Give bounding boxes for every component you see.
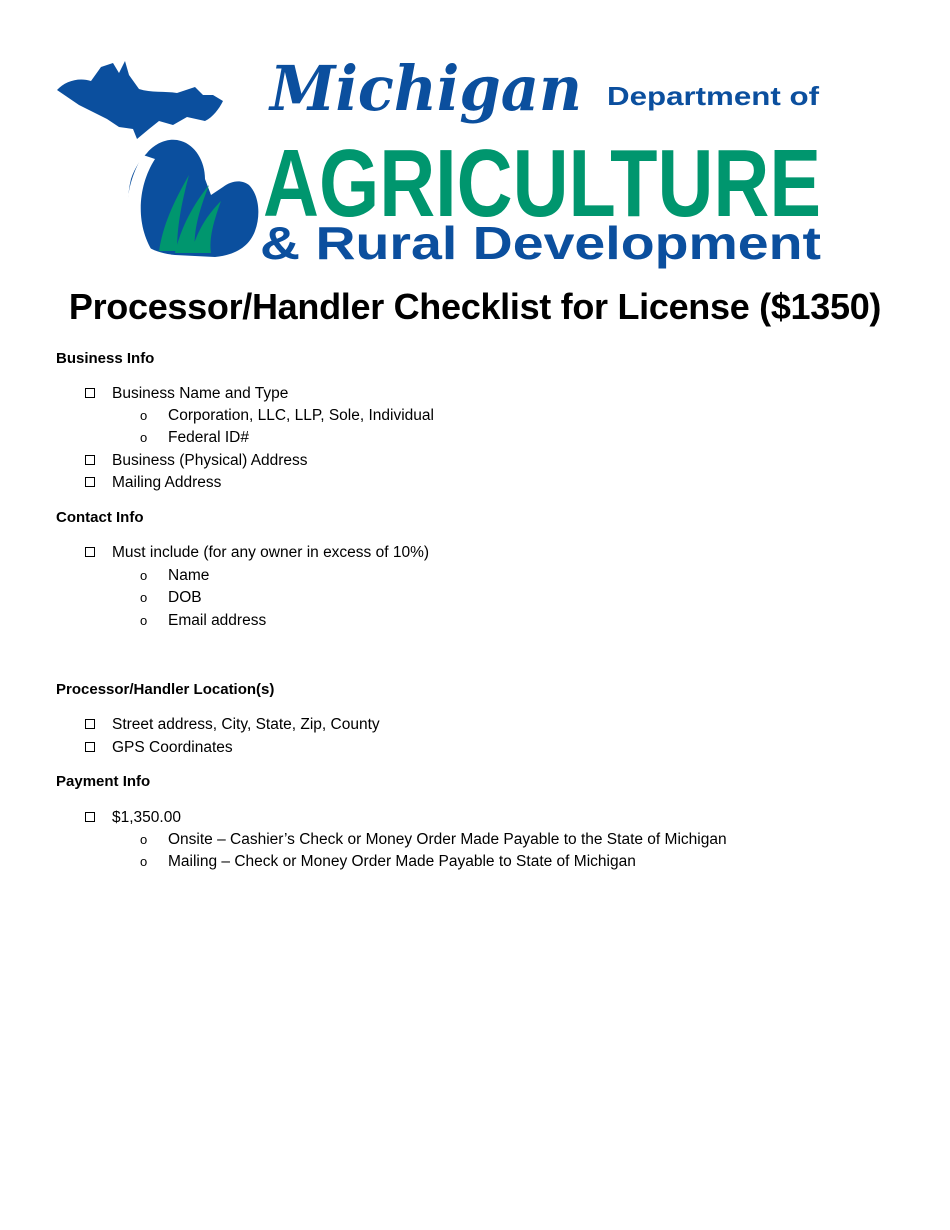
checklist-subitem-label: Mailing – Check or Money Order Made Payable to State of Michigan [168, 853, 636, 870]
checklist-subitem-label: Onsite – Cashier’s Check or Money Order Made Payable to the State of Michigan [168, 831, 727, 848]
circle-bullet-icon: o [140, 854, 148, 869]
page-title: Processor/Handler Checklist for License ($1350) [68, 286, 882, 327]
logo-department-text: Department of [607, 81, 820, 111]
checkbox-icon[interactable] [85, 547, 95, 557]
checklist-item-label: $1,350.00 [112, 809, 181, 826]
checklist-subitem-label: Federal ID# [168, 429, 249, 446]
circle-bullet-icon: o [140, 408, 148, 423]
circle-bullet-icon: o [140, 430, 148, 445]
checklist-subitem-label: DOB [168, 589, 202, 606]
logo-michigan-text: Michigan [268, 55, 582, 125]
checklist-subitem-label: Corporation, LLC, LLP, Sole, Individual [168, 407, 434, 424]
checklist-item-label: Mailing Address [112, 474, 222, 491]
checklist-item-label: Street address, City, State, Zip, County [112, 716, 380, 733]
circle-bullet-icon: o [140, 590, 148, 605]
section-heading-payment: Payment Info [56, 773, 151, 790]
mdard-logo [55, 55, 825, 270]
circle-bullet-icon: o [140, 568, 148, 583]
checklist-item-label: Business Name and Type [112, 385, 289, 402]
checklist-item-label: Business (Physical) Address [112, 452, 308, 469]
checkbox-icon[interactable] [85, 477, 95, 487]
checklist-subitem-label: Email address [168, 612, 267, 629]
checkbox-icon[interactable] [85, 719, 95, 729]
logo-agriculture-text: AGRICULTURE [263, 130, 821, 237]
checklist-item-label: GPS Coordinates [112, 739, 233, 756]
checklist-item-label: Must include (for any owner in excess of 10%) [112, 544, 430, 561]
logo-rural-text: & Rural Development [260, 217, 821, 269]
checkbox-icon[interactable] [85, 812, 95, 822]
section-heading-contact: Contact Info [56, 509, 144, 526]
checkbox-icon[interactable] [85, 388, 95, 398]
circle-bullet-icon: o [140, 613, 148, 628]
section-heading-location: Processor/Handler Location(s) [56, 681, 275, 698]
checkbox-icon[interactable] [85, 742, 95, 752]
upper-peninsula-shape [57, 61, 223, 139]
section-heading-business: Business Info [56, 350, 155, 367]
circle-bullet-icon: o [140, 832, 148, 847]
checkbox-icon[interactable] [85, 455, 95, 465]
checklist-subitem-label: Name [168, 567, 210, 584]
